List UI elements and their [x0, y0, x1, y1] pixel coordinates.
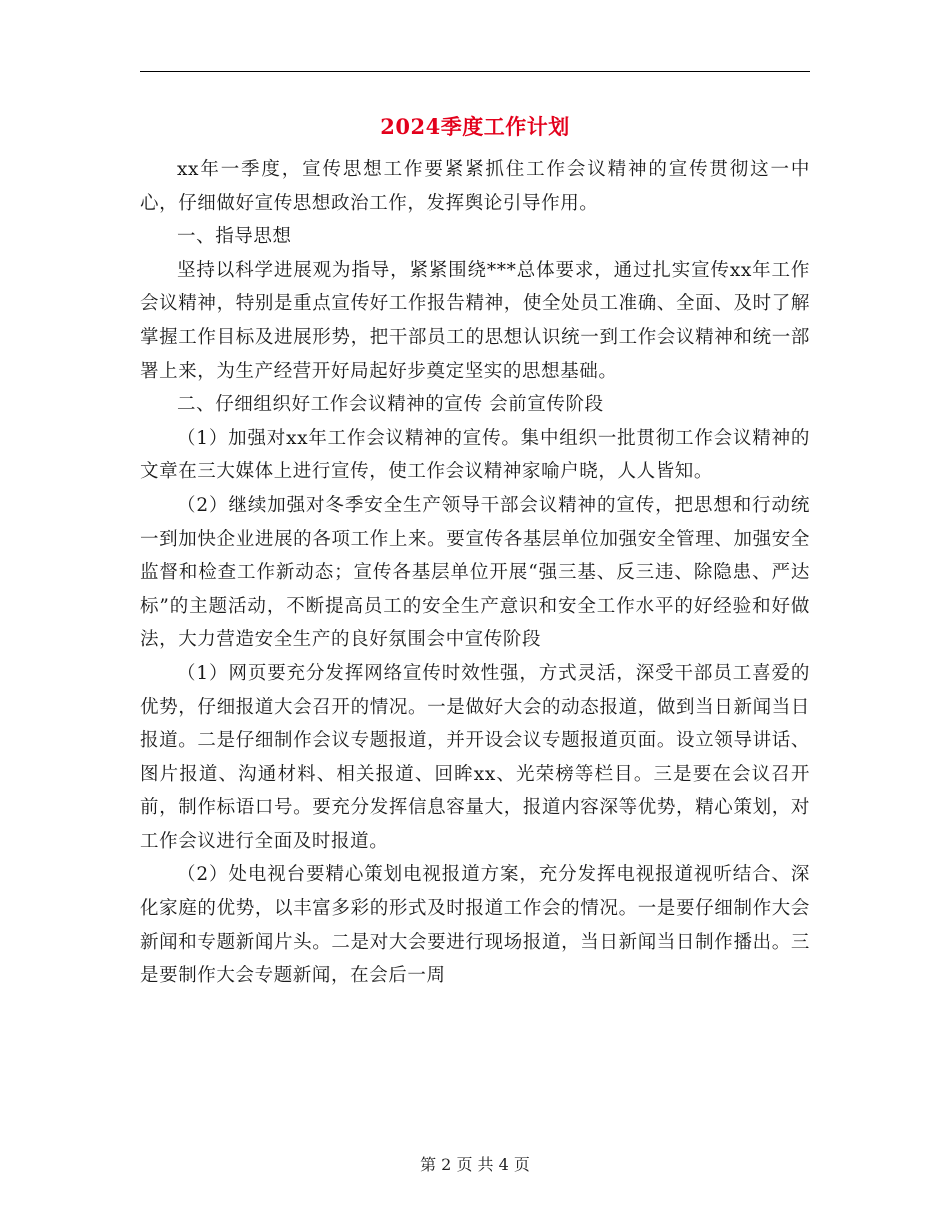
header-rule: [140, 71, 810, 72]
section-heading-guiding-ideology: 一、指导思想: [177, 226, 292, 248]
document-body: [140, 153, 810, 993]
paragraph-guiding-ideology: 坚持以科学进展观为指导，紧紧围绕***总体要求，通过扎实宣传xx年工作会议精神，特别是重点宣传好工作报告精神，使全处员工准确、全面、及时了解掌握工作目标及进展形势，把干部员工的思想认识统一到工作会议精神和统一部署上来，为生产经营开好局起好步奠定坚实的思想基础。: [140, 259, 810, 382]
paragraph-pre-meeting-2: （2）继续加强对冬季安全生产领导干部会议精神的宣传，把思想和行动统一到加快企业进展的各项工作上来。要宣传各基层单位加强安全管理、加强安全监督和检查工作新动态；宣传各基层单位开展“强三基、反三违、除隐患、严达标”的主题活动，不断提高员工的安全生产意识和安全工作水平的好经验和好做法，大力营造安全生产的良好氛围会中宣传阶段: [140, 494, 810, 651]
section-heading-publicity: 二、仔细组织好工作会议精神的宣传 会前宣传阶段: [177, 394, 604, 416]
page-number-footer: 第 2 页 共 4 页: [420, 1155, 530, 1174]
document-title: 2024季度工作计划: [380, 114, 570, 139]
paragraph-intro: xx年一季度，宣传思想工作要紧紧抓住工作会议精神的宣传贯彻这一中心，仔细做好宣传思想政治工作，发挥舆论引导作用。: [140, 159, 810, 214]
paragraph-in-meeting-1: （1）网页要充分发挥网络宣传时效性强，方式灵活，深受干部员工喜爱的优势，仔细报道大会召开的情况。一是做好大会的动态报道，做到当日新闻当日报道。二是仔细制作会议专题报道，并开设会议专题报道页面。设立领导讲话、图片报道、沟通材料、相关报道、回眸xx、光荣榜等栏目。三是要在会议召开前，制作标语口号。要充分发挥信息容量大，报道内容深等优势，精心策划，对工作会议进行全面及时报道。: [140, 662, 810, 852]
paragraph-pre-meeting-1: （1）加强对xx年工作会议精神的宣传。集中组织一批贯彻工作会议精神的文章在三大媒体上进行宣传，使工作会议精神家喻户晓，人人皆知。: [140, 427, 810, 483]
paragraph-in-meeting-2: （2）处电视台要精心策划电视报道方案，充分发挥电视报道视听结合、深化家庭的优势，以丰富多彩的形式及时报道工作会的情况。一是要仔细制作大会新闻和专题新闻片头。二是对大会要进行现场报道，当日新闻当日制作播出。三是要制作大会专题新闻，在会后一周: [140, 864, 810, 987]
